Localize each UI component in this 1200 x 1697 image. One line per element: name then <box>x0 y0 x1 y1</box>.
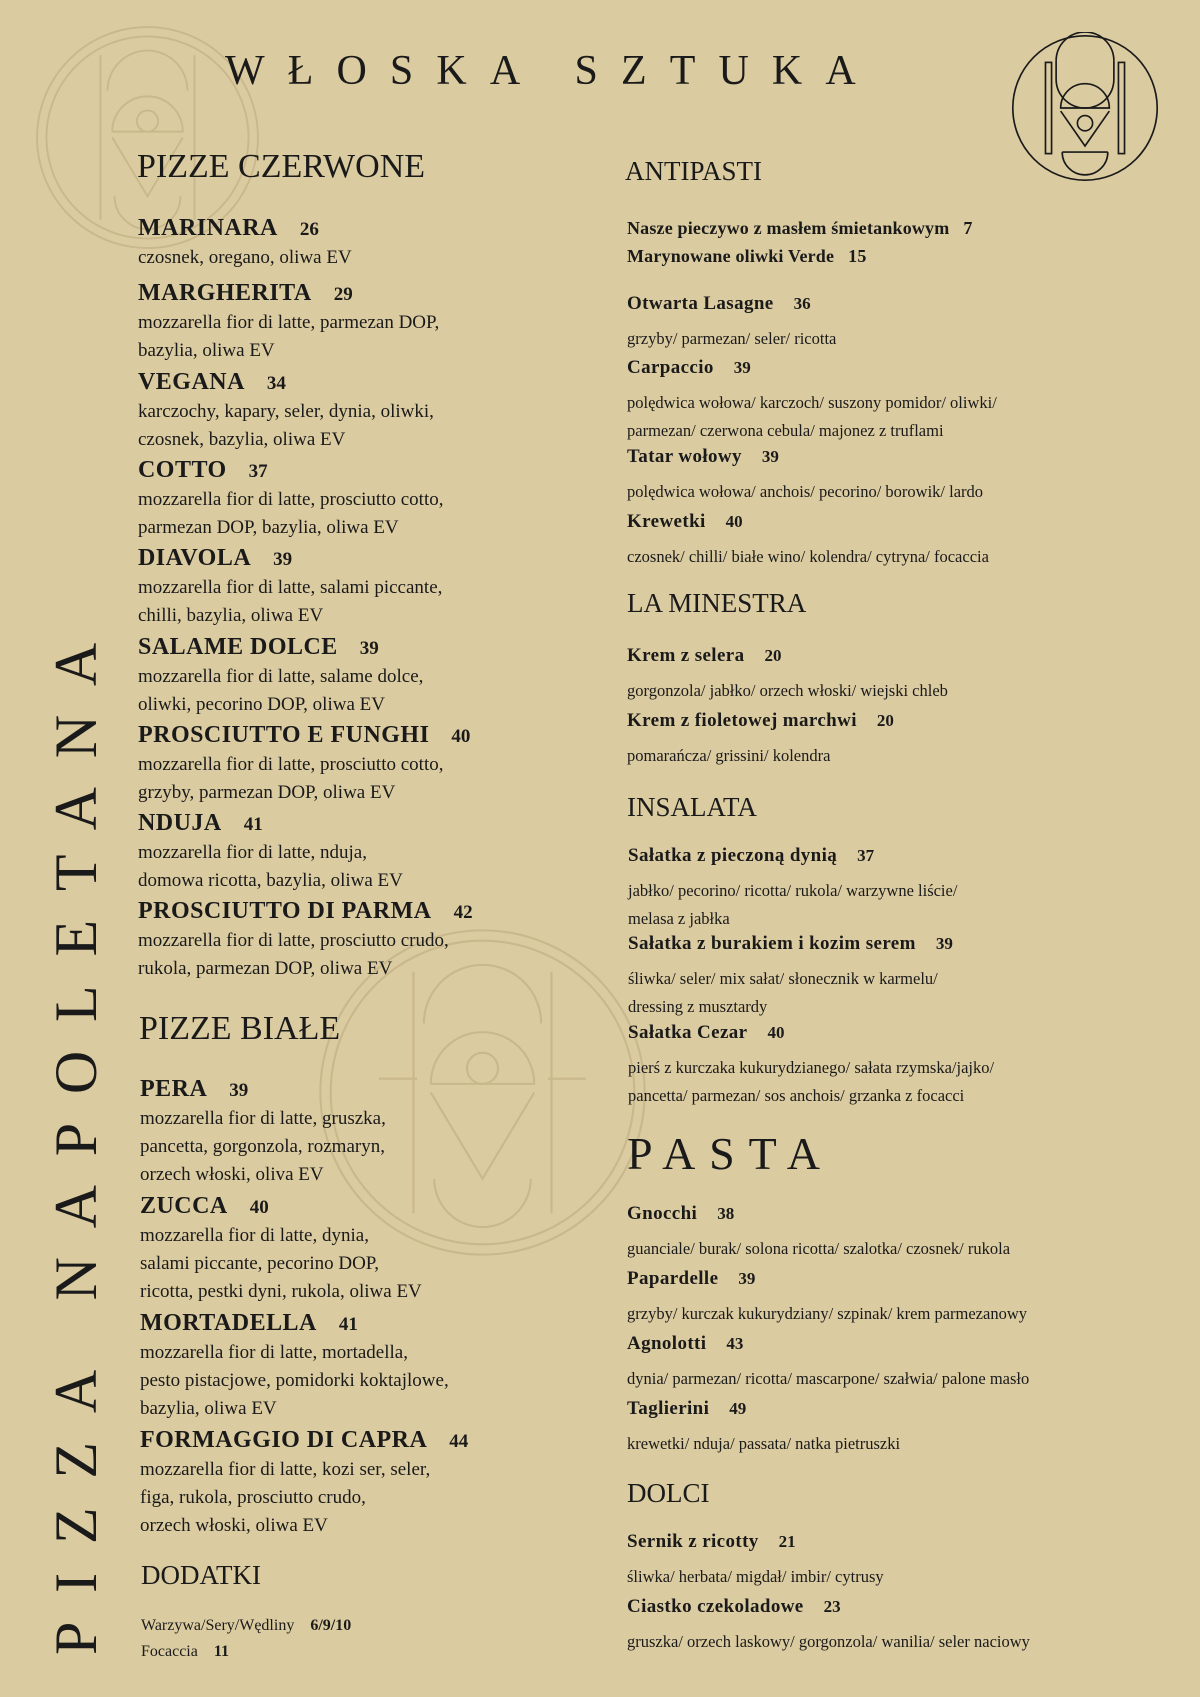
item-description: grzyby/ parmezan/ seler/ ricotta <box>627 329 837 348</box>
section-heading-la-minestra: LA MINESTRA <box>627 588 807 618</box>
item-description: mozzarella fior di latte, dynia, salami piccante, pecorino DOP, ricotta, pestki dyni, rukola, oliwa EV <box>140 1225 422 1302</box>
menu-item <box>138 634 423 719</box>
menu-item <box>627 511 989 571</box>
item-name: Krem z fioletowej marchwi <box>627 710 857 731</box>
item-description: śliwka/ herbata/ migdał/ imbir/ cytrusy <box>627 1567 884 1586</box>
menu-item <box>627 1333 1029 1393</box>
item-description: mozzarella fior di latte, prosciutto cotto, parmezan DOP, bazylia, oliwa EV <box>138 489 444 538</box>
item-price: 23 <box>823 1597 841 1616</box>
item-name: MARGHERITA <box>138 280 312 306</box>
item-name: Sernik z ricotty <box>627 1531 759 1552</box>
menu-item <box>628 845 957 933</box>
item-price: 37 <box>248 461 268 482</box>
item-description: śliwka/ seler/ mix sałat/ słonecznik w karmelu/ dressing z musztardy <box>628 969 938 1016</box>
item-description: mozzarella fior di latte, gruszka, pancetta, gorgonzola, rozmaryn, orzech włoski, oliva EV <box>140 1108 386 1185</box>
item-price: 41 <box>243 814 263 835</box>
item-name: MARINARA <box>138 215 278 241</box>
addon-price: 6/9/10 <box>310 1617 352 1634</box>
section-heading-pizze-czerwone: PIZZE CZERWONE <box>137 148 426 185</box>
item-description: krewetki/ nduja/ passata/ natka pietruszki <box>627 1434 901 1453</box>
item-name: PERA <box>140 1076 208 1102</box>
item-price: 7 <box>963 218 973 238</box>
item-price: 39 <box>733 358 751 377</box>
section-heading-antipasti: ANTIPASTI <box>625 156 763 186</box>
menu-item <box>140 1427 468 1540</box>
item-price: 39 <box>359 638 379 659</box>
section-heading-insalata: INSALATA <box>627 792 757 822</box>
item-name: Marynowane oliwki Verde <box>627 246 835 266</box>
item-name: Carpaccio <box>627 357 714 378</box>
item-price: 29 <box>333 284 353 305</box>
item-description: mozzarella fior di latte, parmezan DOP, bazylia, oliwa EV <box>138 312 440 361</box>
item-description: czosnek/ chilli/ białe wino/ kolendra/ cytryna/ focaccia <box>627 547 989 566</box>
item-price: 39 <box>738 1269 756 1288</box>
addon-name: Focaccia <box>141 1643 198 1660</box>
item-description: czosnek, oregano, oliwa EV <box>138 247 352 268</box>
item-name: Agnolotti <box>627 1333 707 1354</box>
item-description: polędwica wołowa/ karczoch/ suszony pomidor/ oliwki/ parmezan/ czerwona cebula/ majonez z truflami <box>627 393 997 440</box>
item-description: mozzarella fior di latte, prosciutto crudo, rukola, parmezan DOP, oliwa EV <box>138 930 449 979</box>
item-description: grzyby/ kurczak kukurydziany/ szpinak/ krem parmezanowy <box>627 1304 1027 1323</box>
item-description: pomarańcza/ grissini/ kolendra <box>627 746 831 765</box>
addon-price: 11 <box>213 1643 229 1660</box>
item-name: PROSCIUTTO E FUNGHI <box>138 722 430 748</box>
menu-item <box>627 1398 900 1458</box>
section-heading-dolci: DOLCI <box>627 1478 710 1508</box>
item-description: polędwica wołowa/ anchois/ pecorino/ borowik/ lardo <box>627 482 984 501</box>
item-name: SALAME DOLCE <box>138 634 338 660</box>
item-price: 44 <box>449 1431 469 1452</box>
menu-item <box>138 369 434 454</box>
item-price: 40 <box>725 512 743 531</box>
menu-item <box>140 1193 422 1306</box>
menu-line-item <box>627 246 867 267</box>
item-price: 15 <box>848 246 867 266</box>
restaurant-name: WŁOSKA SZTUKA <box>225 48 879 94</box>
menu-item <box>627 645 948 705</box>
item-price: 42 <box>453 902 473 923</box>
item-name: Ciastko czekoladowe <box>627 1596 804 1617</box>
item-description: gruszka/ orzech laskowy/ gorgonzola/ wanilia/ seler naciowy <box>627 1632 1030 1651</box>
menu-item <box>138 810 403 895</box>
item-price: 41 <box>338 1314 358 1335</box>
menu-item <box>627 1203 1010 1263</box>
item-name: Papardelle <box>627 1268 719 1289</box>
menu-item <box>628 1022 994 1110</box>
item-name: COTTO <box>138 457 227 483</box>
item-price: 34 <box>266 373 286 394</box>
item-name: Krewetki <box>627 511 706 532</box>
item-price: 20 <box>764 646 782 665</box>
item-description: mozzarella fior di latte, nduja, domowa ricotta, bazylia, oliwa EV <box>138 842 403 891</box>
item-name: NDUJA <box>138 810 222 836</box>
item-name: MORTADELLA <box>140 1310 317 1336</box>
item-price: 40 <box>767 1023 785 1042</box>
item-price: 20 <box>876 711 894 730</box>
item-price: 38 <box>717 1204 735 1223</box>
menu-item <box>627 710 894 770</box>
menu-item <box>627 357 997 445</box>
section-heading-pasta: PASTA <box>627 1128 834 1179</box>
item-price: 40 <box>451 726 471 747</box>
item-name: Tatar wołowy <box>627 446 742 467</box>
menu-item <box>627 293 836 353</box>
item-description: jabłko/ pecorino/ ricotta/ rukola/ warzywne liście/ melasa z jabłka <box>628 881 958 928</box>
item-price: 39 <box>273 549 293 570</box>
menu-item <box>628 933 953 1021</box>
item-description: mozzarella fior di latte, prosciutto cotto, grzyby, parmezan DOP, oliwa EV <box>138 754 444 803</box>
vertical-title: PIZZA NAPOLETANA <box>43 614 109 1655</box>
item-name: Krem z selera <box>627 645 745 666</box>
item-name: PROSCIUTTO DI PARMA <box>138 898 432 924</box>
item-price: 40 <box>249 1197 269 1218</box>
item-name: Sałatka z burakiem i kozim serem <box>628 933 916 954</box>
item-name: Sałatka z pieczoną dynią <box>628 845 838 866</box>
section-heading-dodatki: DODATKI <box>141 1560 261 1590</box>
menu-item <box>627 1531 884 1591</box>
menu-item <box>627 1268 1027 1328</box>
item-price: 37 <box>857 846 875 865</box>
addon-line <box>141 1643 229 1661</box>
item-description: mozzarella fior di latte, salame dolce, oliwki, pecorino DOP, oliwa EV <box>138 666 424 715</box>
item-name: Nasze pieczywo z masłem śmietankowym <box>627 218 950 238</box>
item-price: 21 <box>778 1532 796 1551</box>
item-name: Sałatka Cezar <box>628 1022 748 1043</box>
item-name: VEGANA <box>138 369 245 395</box>
item-description: gorgonzola/ jabłko/ orzech włoski/ wiejski chleb <box>627 681 948 700</box>
menu-item <box>627 446 983 506</box>
item-description: dynia/ parmezan/ ricotta/ mascarpone/ szałwia/ palone masło <box>627 1369 1030 1388</box>
addon-name: Warzywa/Sery/Wędliny <box>141 1617 295 1634</box>
addon-line <box>141 1617 351 1635</box>
item-name: Otwarta Lasagne <box>627 293 774 314</box>
item-description: guanciale/ burak/ solona ricotta/ szalotka/ czosnek/ rukola <box>627 1239 1011 1258</box>
item-description: mozzarella fior di latte, mortadella, pesto pistacjowe, pomidorki koktajlowe, bazylia, oliwa EV <box>140 1342 449 1419</box>
restaurant-monogram-logo <box>1009 32 1161 184</box>
menu-item <box>138 215 352 272</box>
item-name: Taglierini <box>627 1398 710 1419</box>
menu-line-item <box>627 218 973 239</box>
item-price: 39 <box>761 447 779 466</box>
item-price: 43 <box>726 1334 744 1353</box>
item-description: mozzarella fior di latte, kozi ser, seler, figa, rukola, prosciutto crudo, orzech włoski, oliwa EV <box>140 1459 431 1536</box>
item-name: Gnocchi <box>627 1203 698 1224</box>
menu-item <box>627 1596 1030 1656</box>
item-description: mozzarella fior di latte, salami piccante, chilli, bazylia, oliwa EV <box>138 577 443 626</box>
item-price: 26 <box>299 219 319 240</box>
menu-item <box>138 545 442 630</box>
item-name: DIAVOLA <box>138 545 252 571</box>
item-description: karczochy, kapary, seler, dynia, oliwki, czosnek, bazylia, oliwa EV <box>138 401 434 450</box>
item-name: ZUCCA <box>140 1193 228 1219</box>
menu-item <box>140 1076 386 1189</box>
menu-item <box>138 898 473 983</box>
section-heading-pizze-biale: PIZZE BIAŁE <box>139 1010 341 1047</box>
item-price: 49 <box>729 1399 747 1418</box>
menu-item <box>138 457 443 542</box>
item-description: pierś z kurczaka kukurydzianego/ sałata rzymska/jajko/ pancetta/ parmezan/ sos anchois/ grzanka z focacci <box>628 1058 995 1105</box>
menu-item <box>140 1310 449 1423</box>
item-price: 39 <box>229 1080 249 1101</box>
item-price: 39 <box>935 934 953 953</box>
item-price: 36 <box>793 294 811 313</box>
item-name: FORMAGGIO DI CAPRA <box>140 1427 428 1453</box>
menu-item <box>138 280 439 365</box>
menu-item <box>138 722 470 807</box>
